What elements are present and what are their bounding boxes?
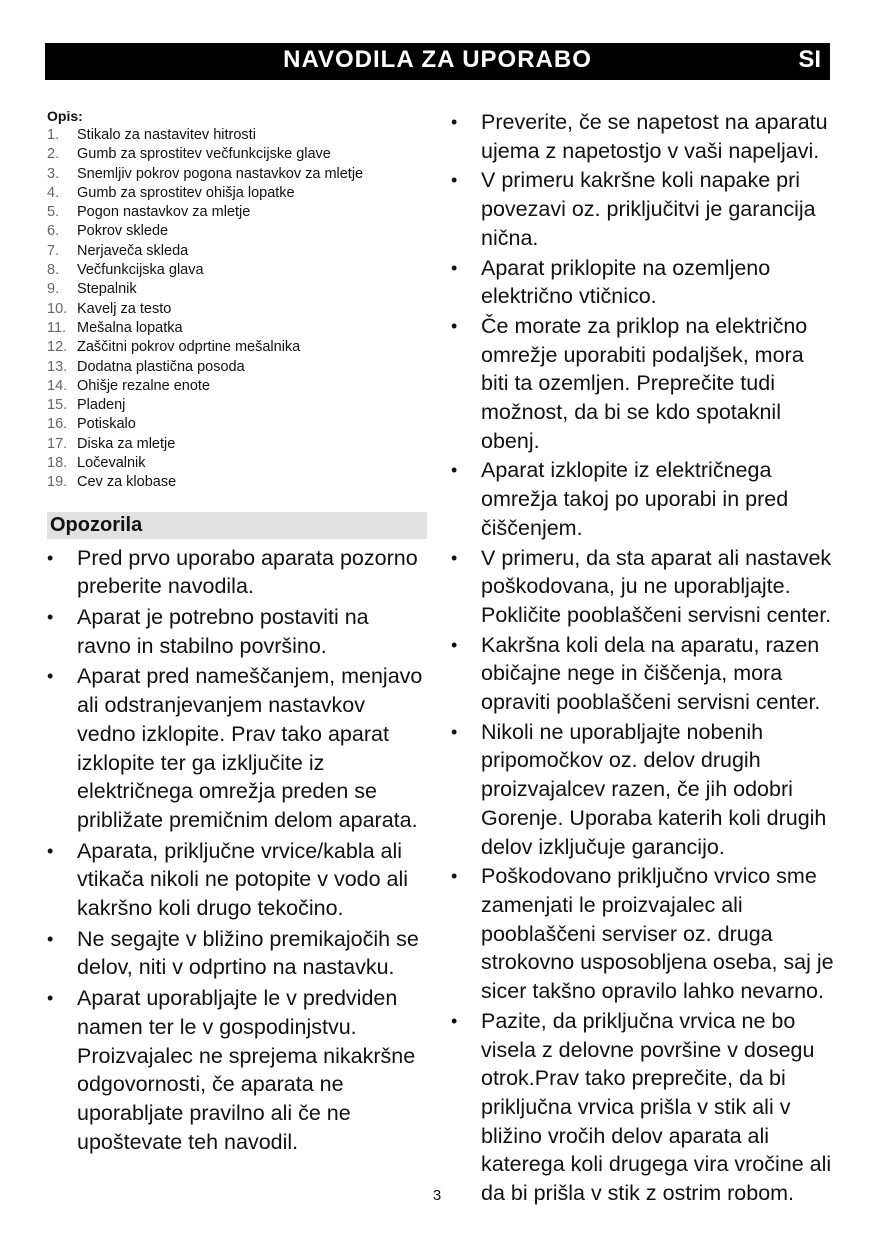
parts-list-number: 3. bbox=[47, 165, 60, 182]
parts-list-label: Stepalnik bbox=[77, 281, 137, 298]
warning-text: V primeru, da sta aparat ali nastavek poškodovana, ju ne uporabljajte. Pokličite pooblaščeni servisni center. bbox=[481, 545, 832, 627]
parts-list-label: Mešalna lopatka bbox=[77, 319, 183, 336]
parts-list-label: Večfunkcijska glava bbox=[77, 262, 204, 279]
warning-text: Aparat izklopite iz električnega omrežja takoj po uporabi in pred čiščenjem. bbox=[481, 458, 789, 540]
parts-list-item bbox=[47, 358, 427, 377]
warning-item bbox=[451, 718, 836, 862]
parts-list-number: 5. bbox=[47, 204, 60, 221]
bullet-icon: • bbox=[451, 460, 458, 481]
parts-list-label: Zaščitni pokrov odprtine mešalnika bbox=[77, 339, 301, 356]
warning-item bbox=[47, 603, 427, 660]
parts-list-number: 7. bbox=[47, 242, 60, 259]
warning-text: Aparat pred nameščanjem, menjavo ali odstranjevanjem nastavkov vedno izklopite. Prav tako aparat izklopite ter ga izključite iz električnega omrežja preden se približate premičnim delom aparata. bbox=[77, 664, 423, 832]
warning-text: Aparat je potrebno postaviti na ravno in stabilno površino. bbox=[77, 605, 369, 658]
parts-list-item bbox=[47, 435, 427, 454]
parts-list-item bbox=[47, 242, 427, 261]
parts-list-number: 19. bbox=[47, 474, 68, 491]
description-heading: Opis: bbox=[47, 108, 83, 124]
parts-list-number: 4. bbox=[47, 184, 60, 201]
parts-list-number: 17. bbox=[47, 435, 68, 452]
parts-list-number: 13. bbox=[47, 358, 68, 375]
warning-item bbox=[451, 108, 836, 165]
parts-list-number: 18. bbox=[47, 455, 68, 472]
parts-list-number: 10. bbox=[47, 300, 68, 317]
language-code: SI bbox=[798, 46, 821, 73]
bullet-icon: • bbox=[451, 1010, 458, 1031]
parts-list-number: 6. bbox=[47, 223, 60, 240]
warning-text: Aparat priklopite na ozemljeno električno vtičnico. bbox=[481, 255, 771, 309]
warning-text: Aparat uporabljajte le v predviden namen ter le v gospodinjstvu. Proizvajalec ne sprejema nikakršne odgovornosti, če aparata ne uporabljate pravilno ali če ne upoštevate teh navodil. bbox=[77, 986, 416, 1154]
parts-list-number: 2. bbox=[47, 146, 60, 163]
warning-item bbox=[451, 1007, 836, 1208]
parts-list-label: Snemljiv pokrov pogona nastavkov za mletje bbox=[77, 165, 364, 182]
parts-list-item bbox=[47, 165, 427, 184]
bullet-icon: • bbox=[451, 112, 458, 132]
warning-item bbox=[451, 312, 836, 456]
parts-list-label: Diska za mletje bbox=[77, 435, 176, 452]
parts-list-item bbox=[47, 319, 427, 338]
warning-text: Kakršna koli dela na aparatu, razen običajne nege in čiščenja, mora opraviti pooblaščeni servisni center. bbox=[481, 632, 821, 715]
warning-text: Poškodovano priključno vrvico sme zamenjati le proizvajalec ali pooblaščeni serviser oz. druga strokovno usposobljena oseba, saj je sicer takšno opravilo lahko nevarno. bbox=[481, 864, 834, 1004]
warning-item bbox=[451, 254, 836, 311]
bullet-icon: • bbox=[451, 170, 458, 191]
bullet-icon: • bbox=[47, 547, 54, 568]
bullet-icon: • bbox=[47, 666, 54, 687]
parts-list-label: Kavelj za testo bbox=[77, 300, 172, 317]
parts-list-item bbox=[47, 338, 427, 357]
warning-item bbox=[451, 544, 836, 630]
parts-list-item bbox=[47, 126, 427, 145]
page-title: NAVODILA ZA UPORABO bbox=[283, 46, 592, 73]
parts-list-label: Pokrov sklede bbox=[77, 223, 169, 240]
warning-text: Aparata, priključne vrvice/kabla ali vtikača nikoli ne potopite v vodo ali kakršno koli drugo tekočino. bbox=[77, 838, 409, 921]
parts-list-label: Ohišje rezalne enote bbox=[77, 377, 210, 394]
warnings-list-left bbox=[47, 544, 427, 1157]
warning-item bbox=[47, 544, 427, 601]
parts-list-label: Stikalo za nastavitev hitrosti bbox=[77, 127, 256, 143]
bullet-icon: • bbox=[451, 257, 458, 278]
warning-text: Preverite, če se napetost na aparatu ujema z napetostjo v vaši napeljavi. bbox=[481, 110, 828, 163]
bullet-icon: • bbox=[451, 866, 458, 887]
parts-list-item bbox=[47, 222, 427, 241]
warning-item bbox=[47, 984, 427, 1156]
warnings-list-right bbox=[451, 108, 836, 1208]
parts-list-label: Dodatna plastična posoda bbox=[77, 358, 245, 375]
bullet-icon: • bbox=[451, 547, 458, 568]
warnings-heading: Opozorila bbox=[47, 512, 427, 539]
parts-list-label: Pogon nastavkov za mletje bbox=[77, 204, 251, 221]
warning-text: Pazite, da priključna vrvica ne bo visela z delovne površine v dosegu otrok.Prav tako preprečite, da bi priključna vrvica prišla v stik ali v bližino vročih delov aparata ali katerega koli drugega vira vročine ali da bi prišla v stik z ostrim robom. bbox=[481, 1008, 832, 1206]
right-column bbox=[451, 108, 836, 1209]
parts-list-number: 8. bbox=[47, 262, 60, 279]
parts-list-item bbox=[47, 203, 427, 222]
parts-list-label: Potiskalo bbox=[77, 416, 136, 433]
parts-list-label: Gumb za sprostitev ohišja lopatke bbox=[77, 184, 295, 201]
parts-list-item bbox=[47, 396, 427, 415]
parts-list-number: 15. bbox=[47, 397, 68, 414]
warning-text: Če morate za priklop na električno omrežje uporabiti podaljšek, mora biti ta ozemljen. Preprečite tudi možnost, da bi se kdo spotaknil obenj. bbox=[481, 313, 808, 453]
bullet-icon: • bbox=[451, 315, 458, 336]
warning-item bbox=[451, 456, 836, 542]
bullet-icon: • bbox=[451, 721, 458, 742]
warning-item bbox=[451, 631, 836, 717]
parts-list-label: Gumb za sprostitev večfunkcijske glave bbox=[77, 146, 331, 163]
parts-list-label: Pladenj bbox=[77, 397, 126, 414]
bullet-icon: • bbox=[47, 607, 54, 628]
parts-list-item bbox=[47, 300, 427, 319]
warning-text: V primeru kakršne koli napake pri povezavi oz. priključitvi je garancija nična. bbox=[481, 168, 816, 250]
header-bar bbox=[45, 43, 830, 80]
parts-list-number: 14. bbox=[47, 377, 68, 394]
parts-list-item bbox=[47, 184, 427, 203]
parts-list-number: 16. bbox=[47, 416, 68, 433]
bullet-icon: • bbox=[47, 988, 54, 1009]
parts-list-number: 12. bbox=[47, 339, 68, 356]
parts-list-label: Ločevalnik bbox=[77, 455, 146, 472]
warning-text: Pred prvo uporabo aparata pozorno preberite navodila. bbox=[77, 545, 418, 599]
parts-list-item bbox=[47, 454, 427, 473]
parts-list-item bbox=[47, 415, 427, 434]
parts-list-item bbox=[47, 473, 427, 492]
bullet-icon: • bbox=[47, 928, 54, 949]
warning-item bbox=[47, 662, 427, 834]
left-column bbox=[47, 107, 427, 1158]
parts-list-item bbox=[47, 261, 427, 280]
bullet-icon: • bbox=[451, 634, 458, 655]
warning-item bbox=[47, 925, 427, 982]
warning-text: Ne segajte v bližino premikajočih se delov, niti v odprtino na nastavku. bbox=[77, 926, 419, 980]
parts-list-item bbox=[47, 145, 427, 164]
warning-item bbox=[47, 837, 427, 923]
parts-list-label: Cev za klobase bbox=[77, 474, 177, 491]
parts-list-item bbox=[47, 280, 427, 299]
bullet-icon: • bbox=[47, 840, 54, 861]
parts-list-number: 1. bbox=[47, 127, 60, 143]
parts-list-label: Nerjaveča skleda bbox=[77, 242, 189, 259]
parts-list-number: 11. bbox=[47, 319, 67, 336]
page-number: 3 bbox=[432, 1187, 442, 1204]
warning-text: Nikoli ne uporabljajte nobenih pripomočkov oz. delov drugih proizvajalcev razen, če jih odobri Gorenje. Uporaba katerih koli drugih delov izključuje garancijo. bbox=[481, 719, 827, 859]
parts-list-number: 9. bbox=[47, 281, 60, 298]
parts-list bbox=[47, 126, 427, 493]
warning-item bbox=[451, 862, 836, 1006]
warning-item bbox=[451, 166, 836, 252]
parts-list-item bbox=[47, 377, 427, 396]
